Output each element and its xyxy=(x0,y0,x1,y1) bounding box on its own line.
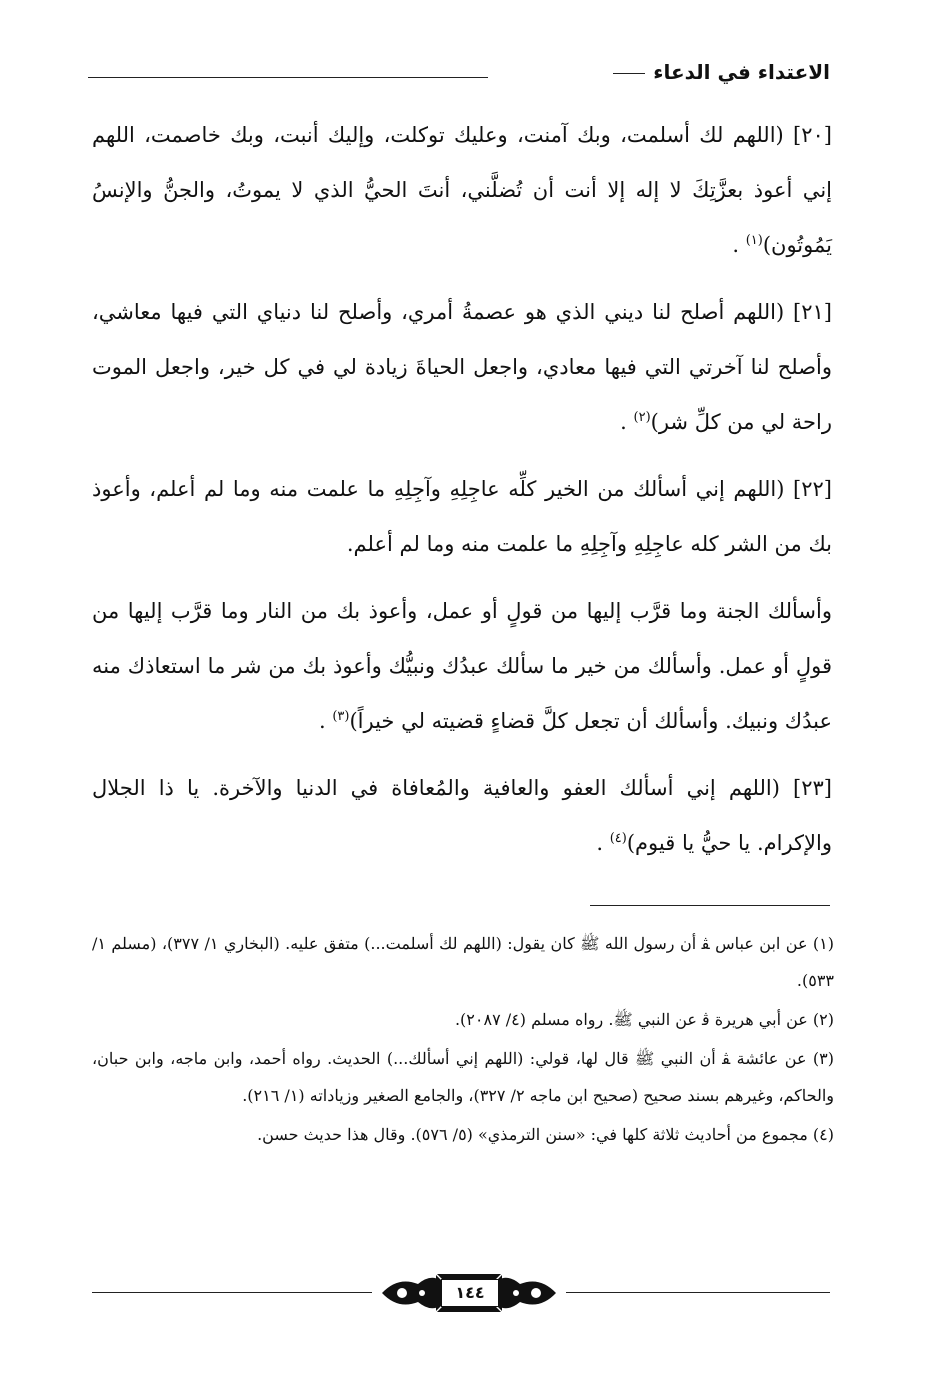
footnote-1: (١) عن ابن عباس ﭭ أن رسول الله ﷺ كان يقول: (اللهم لك أسلمت...) متفق عليه. (البخاري ١/ ٣٧٧)، (مسلم ١/ ٥٣٣). xyxy=(92,934,835,990)
paragraph-text: [٢٠] (اللهم لك أسلمت، وبك آمنت، وعليك توكلت، وإليك أنبت، وبك خاصمت، اللهم إني أعوذ بعزَّتِكَ لا إله إلا أنت أن تُضلَّني، أنتَ الحيُّ الذي لا يموتُ، والجنُّ والإنسُ يَمُوتُون) xyxy=(92,123,832,257)
footnote-4: (٤) مجموع من أحاديث ثلاثة كلها في: «سنن الترمذي» (٥/ ٥٧٦). وقال هذا حديث حسن. xyxy=(257,1125,834,1144)
footnote-separator xyxy=(590,905,830,906)
paragraph-text: وأسألك الجنة وما قرَّب إليها من قولٍ أو عمل، وأعوذ بك من النار وما قرَّب إليها من قولٍ أو عمل. وأسألك من خير ما سألك عبدُك ونبيُّك وأعوذ بك من شر ما استعاذك منه عبدُك ونبيك. وأسألك أن تجعل كلَّ قضاءٍ قضيته لي خيراً) xyxy=(92,599,832,733)
header-title-text: الاعتداء في الدعاء xyxy=(653,60,830,84)
running-header xyxy=(88,60,830,92)
paragraph-text: [٢٣] (اللهم إني أسألك العفو والعافية والمُعافاة في الدنيا والآخرة. يا ذا الجلال والإكرام. يا حيُّ يا قيوم) xyxy=(92,776,832,855)
bottom-rule-right xyxy=(566,1292,830,1293)
footnote-ref[interactable]: (١) xyxy=(745,233,763,248)
paragraph-text: [٢١] (اللهم أصلح لنا ديني الذي هو عصمةُ أمري، وأصلح لنا دنياي التي فيها معاشي، وأصلح لنا آخرتي التي فيها معادي، واجعل الحياةَ زيادة لي في كل خير، واجعل الموت راحة لي من كلِّ شر) xyxy=(92,300,832,434)
header-rule xyxy=(88,77,488,78)
footnotes xyxy=(92,925,834,1155)
header-dash xyxy=(613,73,645,74)
footnote-ref[interactable]: (٢) xyxy=(633,410,651,425)
paragraph-22 xyxy=(92,462,832,572)
paragraph-23: [٢٣] (اللهم إني أسألك العفو والعافية والمُعافاة في الدنيا والآخرة. يا ذا الجلال والإكرام. يا حيُّ يا قيوم)$^{(٤)}$ . xyxy=(92,776,832,855)
page-number: ١٤٤ xyxy=(441,1279,499,1307)
paragraph-20: [٢٠] (اللهم لك أسلمت، وبك آمنت، وعليك توكلت، وإليك أنبت، وبك خاصمت، اللهم إني أعوذ بعزَّتِكَ لا إله إلا أنت أن تُضلَّني، أنتَ الحيُّ الذي لا يموتُ، والجنُّ والإنسُ يَمُوتُون)$^{(١)}$ . xyxy=(92,123,832,257)
paragraph-text: [٢٢] (اللهم إني أسألك من الخير كلِّه عاجِلِهِ وآجِلِهِ ما علمت منه وما لم أعلم، وأعوذ بك من الشر كله عاجِلِهِ وآجِلِهِ ما علمت منه وما لم أعلم. xyxy=(92,477,832,556)
bottom-rule-left xyxy=(92,1292,372,1293)
footnote-3: (٣) عن عائشة ﭭ أن النبي ﷺ قال لها، قولي: (اللهم إني أسألك...) الحديث. رواه أحمد، وابن ماجه، وابن حبان، والحاكم، وغيرهم بسند صحيح (صحيح ابن ماجه ٢/ ٣٢٧)، والجامع الصغير وزياداته (١/ ٢١٦). xyxy=(92,1049,834,1105)
main-text xyxy=(92,108,832,883)
footnote-ref[interactable]: (٤) xyxy=(609,831,627,846)
footnote-ref[interactable]: (٣) xyxy=(332,709,350,724)
footnote-2: (٢) عن أبي هريرة ﭬ عن النبي ﷺ. رواه مسلم (٤/ ٢٠٨٧). xyxy=(454,1010,834,1029)
paragraph-21: [٢١] (اللهم أصلح لنا ديني الذي هو عصمةُ أمري، وأصلح لنا دنياي التي فيها معاشي، وأصلح لنا آخرتي التي فيها معادي، واجعل الحياةَ زيادة لي في كل خير، واجعل الموت راحة لي من كلِّ شر)$^{(٢)}$ . xyxy=(92,300,832,434)
header-title xyxy=(613,60,830,84)
paragraph-22-continued: وأسألك الجنة وما قرَّب إليها من قولٍ أو عمل، وأعوذ بك من النار وما قرَّب إليها من قولٍ أو عمل. وأسألك من خير ما سألك عبدُك ونبيُّك وأعوذ بك من شر ما استعاذك منه عبدُك ونبيك. وأسألك أن تجعل كلَّ قضاءٍ قضيته لي خيراً)$^{(٣)}$ . xyxy=(92,599,832,733)
